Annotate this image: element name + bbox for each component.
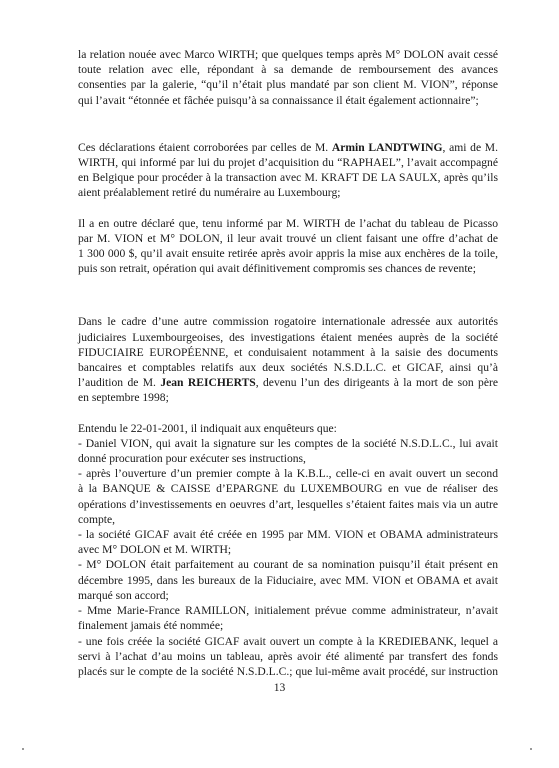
text-line: aient préalablement retiré du numéraire au Luxembourg; [78,186,341,200]
paragraph-5 [78,421,498,679]
text-line: la relation nouée avec Marco WIRTH; que quelques temps après M° DOLON avait cessé [78,48,498,61]
text-line: consenties par la galerie, “qu’il n’était plus mandaté par son client M. VION”, réponse [78,78,498,92]
text-line: placés sur le compte de la société N.S.D.L.C.; que lui-même avait procédé, sur instruction [78,664,498,678]
bold-name: Armin LANDTWING [331,140,443,154]
text-line: en Belgique pour procéder à la transaction avec M. KRAFT DE LA SAULX, après qu’ils [78,171,498,185]
spacer [78,406,498,421]
text-line: en septembre 1998; [78,391,169,405]
scan-speck [530,748,532,750]
scan-speck [22,748,24,750]
text-line: avec M° DOLON et M. WIRTH; [78,543,232,557]
text-line: - Mme Marie-France RAMILLON, initialement prévue comme administrateur, n’avait [78,604,498,618]
text-line [78,140,498,155]
text-line: - après l’ouverture d’un premier compte à la K.B.L., celle-ci en avait ouvert un second [78,467,498,481]
paragraph-2 [78,140,498,201]
paragraph-1 [78,47,498,108]
text-line: donné procuration pour exécuter ses instructions, [78,452,306,466]
text-line: judiciaires Luxembourgeoises, des investigations étaient menées auprès de la société [78,330,498,344]
text-line: opérations d’investissements en oeuvres d’art, lesquelles s’étaient faites mais via un autre [78,497,498,511]
text-line: 1 300 000 $, qu’il avait ensuite retirée après avoir appris la mise aux enchères de la toile, [78,247,498,261]
bold-name: Jean REICHERTS [160,376,256,390]
text-line: - M° DOLON était parfaitement au courant de sa nomination puisqu’il était présent en [78,558,498,572]
text-line: puis son retrait, opération qui avait définitivement compromis ses chances de revente; [78,262,476,276]
text-line: - une fois créée la société GICAF avait ouvert un compte à la KREDIEBANK, lequel a [78,634,498,648]
text-line: FIDUCIAIRE EUROPÉENNE, et conduisaient notamment à la saisie des documents [78,345,498,359]
text-line: - la société GICAF avait été créée en 1995 par MM. VION et OBAMA administrateurs [78,528,498,542]
text-line: toute relation avec elle, répondant à sa demande de remboursement des avances [78,63,498,77]
text-line: par M. VION et M° DOLON, il leur avait trouvé un client faisant une offre d’achat de [78,231,498,245]
text-line [78,375,498,390]
paragraph-4 [78,314,498,405]
body-text [78,47,498,679]
text-line: WIRTH, qui informé par lui du projet d’acquisition du “RAPHAEL”, l’avait accompagné [78,156,498,170]
text-line: Il a en outre déclaré que, tenu informé par M. WIRTH de l’achat du tableau de Picasso [78,216,498,230]
text-line: marqué son accord; [78,588,169,602]
text-line: servi à l’achat d’au moins un tableau, après avoir été alimenté par transfert des fonds [78,649,498,663]
text-line: à la BANQUE & CAISSE d’EPARGNE du LUXEMBOURG en vue de réaliser des [78,482,498,496]
text-segment: , ami de M. [442,140,498,154]
spacer [78,276,498,314]
spacer [78,201,498,216]
paragraph-3 [78,216,498,277]
text-line: finalement jamais été nommée; [78,619,224,633]
text-segment: , devenu l’un des dirigeants à la mort de son père [255,376,498,390]
text-line: bancaires et comptables relatifs aux deux sociétés N.S.D.L.C. et GICAF, ainsi qu’à [78,361,498,375]
page-number: 13 [273,681,286,694]
text-line: compte, [78,512,116,526]
spacer [78,108,498,140]
text-line: - Daniel VION, qui avait la signature sur les comptes de la société N.S.D.L.C., lui avait [78,436,498,450]
text-line: décembre 1995, dans les bureaux de la Fiduciaire, avec MM. VION et OBAMA et avait [78,573,498,587]
text-line: qui l’avait “étonnée et fâchée puisqu’à sa connaissance il était également actionnaire”; [78,93,479,107]
text-segment: Ces déclarations étaient corroborées par celles de M. [78,140,332,154]
text-line: Entendu le 22-01-2001, il indiquait aux enquêteurs que: [78,421,337,435]
text-segment: l’audition de M. [78,376,161,390]
text-line: Dans le cadre d’une autre commission rogatoire internationale adressée aux autorités [78,315,498,329]
